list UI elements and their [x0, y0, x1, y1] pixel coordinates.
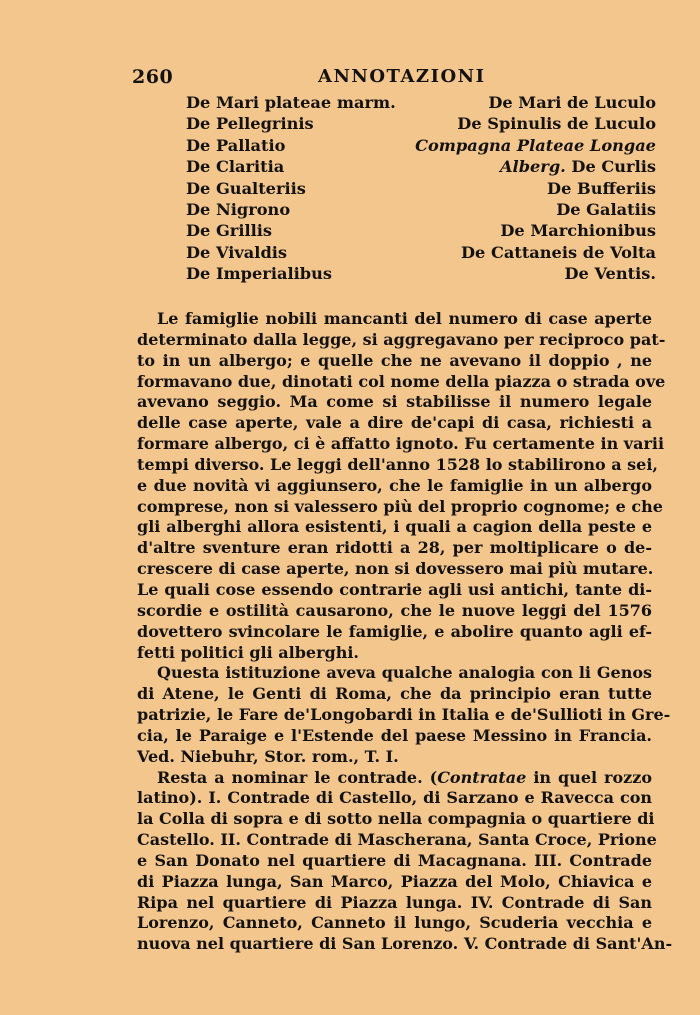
text-line: tempi diverso. Le leggi dell'anno 1528 lo stabilirono a sei, [137, 454, 658, 474]
text-line: la Colla di sopra e di sotto nella compagnia o quartiere di [137, 809, 655, 829]
text-line: cia, le Paraige e l'Estende del paese Messino in Francia. [137, 725, 652, 745]
text-line: dovettero svincolare le famiglie, e abolire quanto agli ef- [137, 621, 652, 641]
text-fragment: in quel rozzo [526, 767, 652, 787]
compagna-name: Compagna Plateae Longae [415, 135, 656, 155]
family-name: De Galatiis [556, 199, 656, 219]
text-line: patrizie, le Fare de'Longobardi in Italia e de'Sullioti in Gre- [137, 705, 671, 725]
family-name: De Grillis [186, 221, 273, 241]
text-line: formavano due, dinotati col nome della piazza o strada ove [137, 371, 666, 391]
text-line: nuova nel quartiere di San Lorenzo. V. Contrade di Sant'An- [137, 934, 673, 954]
family-name: De Mari de Luculo [488, 93, 656, 112]
text-line: comprese, non si valessero più del proprio cognome; e che [137, 496, 663, 516]
name-row [186, 136, 656, 157]
family-name: De Curlis [565, 157, 656, 177]
text-line: Ripa nel quartiere di Piazza lunga. IV. Contrade di San [137, 892, 652, 912]
body-text [137, 309, 673, 955]
family-name: De Ventis. [564, 264, 656, 284]
family-name: De Pellegrinis [186, 114, 314, 134]
family-name-alberg [500, 157, 656, 176]
alberg-abbrev: Alberg. [499, 157, 566, 177]
paragraph-families [137, 309, 666, 663]
text-fragment: Resta a nominar le contrade. ( [157, 767, 438, 787]
name-row [186, 157, 656, 178]
name-row [186, 114, 656, 135]
family-name: De Bufferiis [547, 178, 656, 198]
family-name: De Pallatio [186, 135, 286, 155]
family-name: De Claritia [186, 157, 285, 177]
family-name: De Gualteriis [186, 178, 306, 198]
name-row [186, 179, 656, 200]
text-line: fetti politici gli alberghi. [137, 642, 359, 662]
text-line: scordie e ostilità causarono, che le nuove leggi del 1576 [137, 600, 652, 620]
text-line: Lorenzo, Canneto, Canneto il lungo, Scuderia vecchia e [137, 913, 652, 933]
text-line: di Atene, le Genti di Roma, che da principio eran tutte [137, 684, 652, 704]
page-header [132, 66, 654, 92]
text-line: Le famiglie nobili mancanti del numero di case aperte [157, 309, 652, 328]
family-name: De Vivaldis [186, 242, 288, 262]
paragraph-analogies [137, 663, 671, 767]
text-line: avevano seggio. Ma come si stabilisse il numero legale [137, 392, 652, 412]
text-line: Questa istituzione aveva qualche analogia con li Genos [157, 663, 652, 683]
text-line: di Piazza lunga, San Marco, Piazza del Molo, Chiavica e [137, 871, 652, 891]
family-name: De Imperialibus [186, 264, 332, 284]
family-names-list [186, 93, 656, 286]
name-row [186, 243, 656, 264]
text-line: d'altre sventure eran ridotti a 28, per moltiplicare o de- [137, 538, 652, 558]
text-line: delle case aperte, vale a dire de'capi di casa, richiesti a [137, 413, 652, 433]
family-name: De Spinulis de Luculo [457, 114, 656, 134]
text-line: e due novità vi aggiunsero, che le famiglie in un albergo [137, 475, 652, 495]
italic-term: Contratae [437, 767, 527, 787]
family-name: De Cattaneis de Volta [461, 242, 656, 262]
text-line: latino). I. Contrade di Castello, di Sarzano e Ravecca con [137, 788, 652, 808]
text-line: Le quali cose essendo contrarie agli usi antichi, tante di- [137, 579, 652, 599]
text-line: Ved. Niebuhr, Stor. rom., T. I. [137, 746, 399, 766]
family-name: De Marchionibus [500, 221, 656, 241]
text-line: Castello. II. Contrade di Mascherana, Santa Croce, Prione [137, 830, 657, 850]
name-row [186, 200, 656, 221]
text-line: e San Donato nel quartiere di Macagnana. III. Contrade [137, 850, 652, 870]
name-row [186, 221, 656, 242]
text-line: crescere di case aperte, non si dovessero mai più mutare. [137, 559, 654, 579]
text-line: gli alberghi allora esistenti, i quali a cagion della peste e [137, 517, 652, 537]
name-row [186, 264, 656, 285]
family-name: De Nigrono [186, 199, 291, 219]
text-line: determinato dalla legge, si aggregavano per reciproco pat- [137, 329, 666, 349]
text-line: to in un albergo; e quelle che ne avevano il doppio , ne [137, 350, 652, 370]
name-row [186, 93, 656, 114]
paragraph-contrade [137, 767, 673, 956]
page-number: 260 [132, 66, 174, 88]
text-line: formare albergo, ci è affatto ignoto. Fu certamente in varii [137, 434, 665, 454]
running-title: ANNOTAZIONI [318, 66, 486, 87]
family-name: De Mari plateae marm. [186, 93, 396, 112]
text-line [137, 768, 652, 789]
